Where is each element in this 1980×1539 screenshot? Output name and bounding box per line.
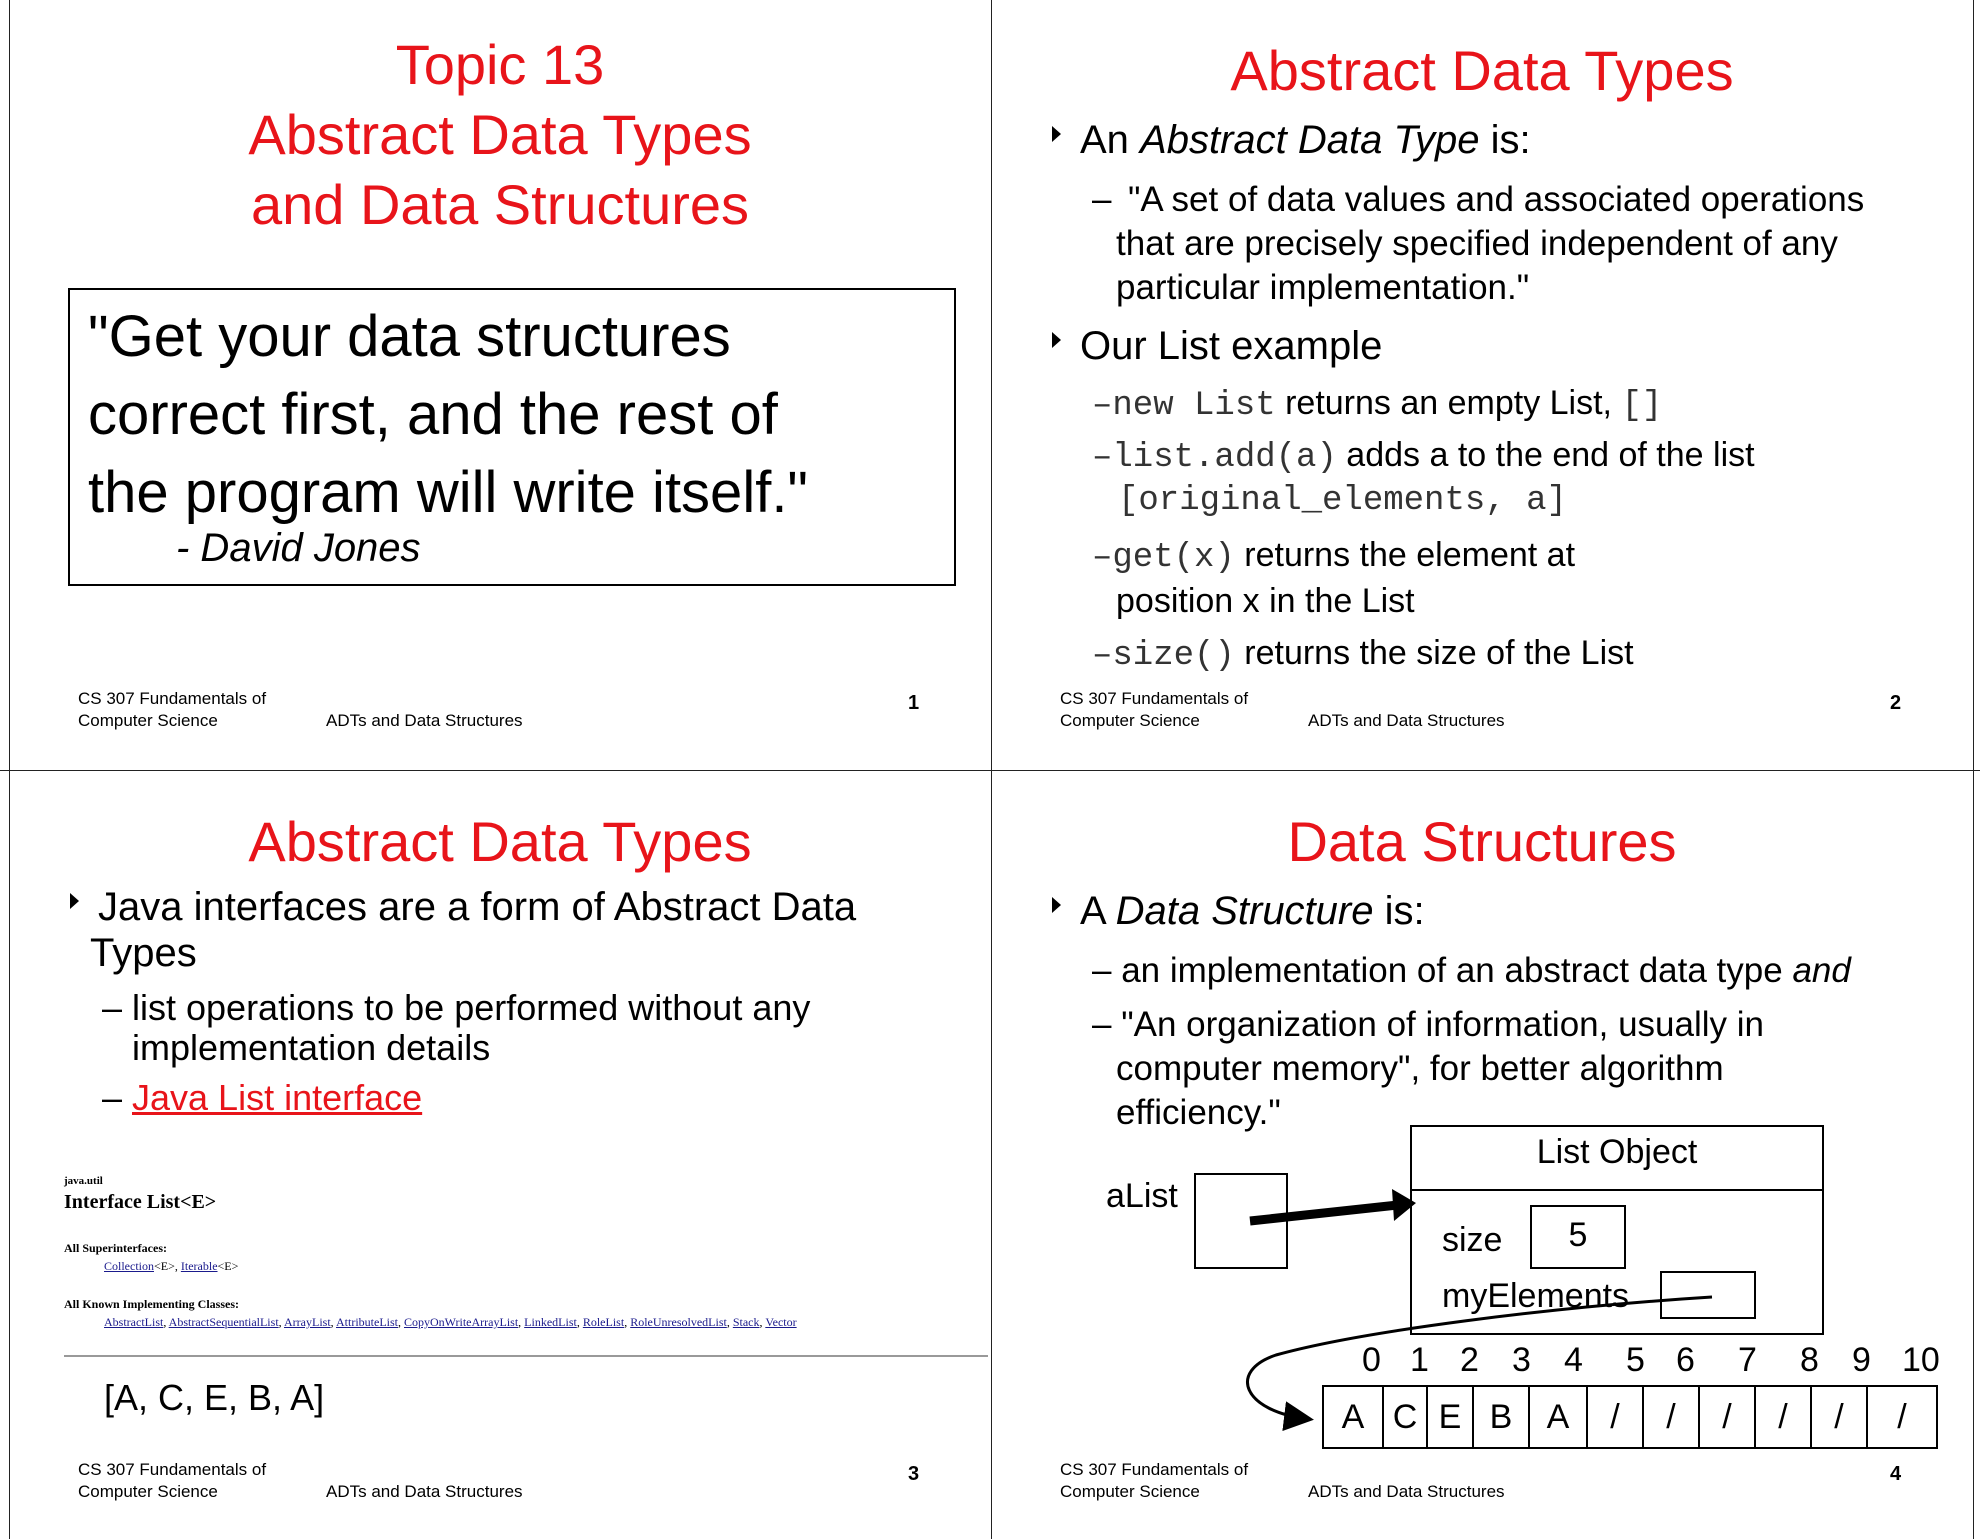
footer-line-1: CS 307 Fundamentals of <box>1060 689 1249 708</box>
javadoc-package: java.util <box>64 1175 103 1187</box>
slide-3-footer-center: ADTs and Data Structures <box>326 1482 523 1501</box>
size-field-label: size <box>1442 1221 1503 1259</box>
arraylist-link[interactable]: ArrayList <box>284 1315 331 1329</box>
slide-2-footer-course <box>1060 688 1248 732</box>
list-example-item-size: –size() returns the size of the List <box>1092 634 1634 675</box>
vector-link[interactable]: Vector <box>765 1315 797 1329</box>
footer-line-1: CS 307 Fundamentals of <box>78 1460 267 1479</box>
array-cell: A <box>1530 1387 1588 1447</box>
bullet-triangle-icon <box>70 893 79 909</box>
def-line-2: that are precisely specified independent of any <box>1116 224 1838 263</box>
slide-2-page-number: 2 <box>1890 692 1902 714</box>
array-index: 8 <box>1800 1341 1819 1379</box>
def-line-1: "A set of data values and associated operations <box>1128 180 1865 219</box>
attributelist-link[interactable]: AttributeList <box>336 1315 398 1329</box>
roleunresolvedlist-link[interactable]: RoleUnresolvedList <box>630 1315 727 1329</box>
get-line-2: position x in the List <box>1116 582 1415 620</box>
slide-4-title: Data Structures <box>1287 810 1677 873</box>
java-list-interface-link[interactable]: Java List interface <box>132 1077 423 1118</box>
abstractsequentiallist-link[interactable]: AbstractSequentialList <box>168 1315 279 1329</box>
array-cell: / <box>1588 1387 1644 1447</box>
rolelist-link[interactable]: RoleList <box>582 1315 625 1329</box>
list-example-bullet: Our List example <box>1080 324 1383 368</box>
list-ops-line-1: list operations to be performed without any <box>132 987 811 1028</box>
array-cell: A <box>1324 1387 1384 1447</box>
array-index: 9 <box>1852 1341 1871 1379</box>
slide-4-footer-course <box>1060 1459 1248 1503</box>
array-index: 6 <box>1676 1341 1695 1379</box>
footer-line-2: Computer Science <box>1060 711 1200 730</box>
array-cell: / <box>1644 1387 1700 1447</box>
ds-item-implementation: – an implementation of an abstract data type and <box>1092 951 1851 990</box>
list-example-item-new: –new List returns an empty List, [] <box>1092 384 1663 425</box>
array-cell: / <box>1700 1387 1756 1447</box>
slide-1-title-line-1: Topic 13 <box>395 33 605 96</box>
organization-line-2: computer memory", for better algorithm <box>1116 1049 1724 1088</box>
slide-4-footer-center: ADTs and Data Structures <box>1308 1482 1505 1501</box>
array-cell: E <box>1428 1387 1474 1447</box>
list-ops-line-2: implementation details <box>132 1027 491 1068</box>
ds-item-organization: – "An organization of information, usually in <box>1092 1005 1764 1044</box>
javadoc-superinterfaces-label: All Superinterfaces: <box>64 1241 167 1255</box>
slide-1 <box>10 0 990 760</box>
array-index: 2 <box>1460 1341 1479 1379</box>
slide-1-footer-center: ADTs and Data Structures <box>326 711 523 730</box>
linkedlist-link[interactable]: LinkedList <box>524 1315 577 1329</box>
java-interfaces-line-2: Types <box>90 931 197 975</box>
slide-3-title: Abstract Data Types <box>248 810 752 873</box>
myelements-field-label: myElements <box>1442 1277 1630 1315</box>
alist-arrow-shaft <box>1250 1205 1398 1221</box>
quote-author: - David Jones <box>176 526 421 570</box>
java-interfaces-line-1: Java interfaces are a form of Abstract Data <box>98 885 857 929</box>
dash-marker: – <box>1092 180 1112 219</box>
list-example-item-add: –list.add(a) adds a to the end of the list <box>1092 436 1755 477</box>
array-cell: B <box>1474 1387 1530 1447</box>
slide-1-footer-course <box>78 688 266 732</box>
def-line-3: particular implementation." <box>1116 268 1530 307</box>
ds-definition-bullet: A Data Structure is: <box>1080 889 1425 933</box>
javadoc-implementing-label: All Known Implementing Classes: <box>64 1297 240 1311</box>
slide-2-title: Abstract Data Types <box>1230 39 1734 102</box>
add-result-code: [original_elements, a] <box>1118 482 1567 520</box>
quote-box <box>68 288 956 586</box>
list-object-title: List Object <box>1536 1133 1698 1171</box>
collection-link[interactable]: Collection <box>104 1259 154 1273</box>
list-example-item-get: –get(x) returns the element at <box>1092 536 1576 577</box>
dash-marker: – <box>102 1077 123 1118</box>
array-cell: / <box>1756 1387 1812 1447</box>
footer-line-2: Computer Science <box>78 711 218 730</box>
array-index: 10 <box>1902 1341 1940 1379</box>
size-field-value: 5 <box>1530 1205 1626 1269</box>
slide-4 <box>992 771 1972 1531</box>
array-index: 7 <box>1738 1341 1757 1379</box>
iterable-link[interactable]: Iterable <box>180 1259 218 1273</box>
stack-link[interactable]: Stack <box>732 1315 760 1329</box>
slide-3 <box>10 771 990 1531</box>
javadoc-implementing-classes: AbstractList, AbstractSequentialList, ArrayList, AttributeList, CopyOnWriteArrayList, LinkedList, RoleList, RoleUnresolvedList, Stack, Vector <box>104 1315 797 1329</box>
organization-line-3: efficiency." <box>1116 1093 1281 1132</box>
slide-1-title-line-2: Abstract Data Types <box>248 103 752 166</box>
array-cell: / <box>1812 1387 1868 1447</box>
array-index: 3 <box>1512 1341 1531 1379</box>
abstractlist-link[interactable]: AbstractList <box>104 1315 164 1329</box>
slide-3-page-number: 3 <box>908 1463 920 1485</box>
array-index: 5 <box>1626 1341 1645 1379</box>
quote-line-1: "Get your data structures <box>88 304 731 369</box>
javadoc-divider <box>64 1355 988 1357</box>
slide-2 <box>992 0 1972 760</box>
footer-line-1: CS 307 Fundamentals of <box>78 689 267 708</box>
slide-1-title-line-3: and Data Structures <box>250 173 750 236</box>
dash-marker: – <box>102 987 123 1028</box>
array-index: 0 <box>1362 1341 1381 1379</box>
array-index: 4 <box>1564 1341 1583 1379</box>
javadoc-superinterfaces: Collection<E>, Iterable<E> <box>104 1259 239 1273</box>
slide-1-page-number: 1 <box>908 692 920 714</box>
array-cell: C <box>1384 1387 1428 1447</box>
slide-4-page-number: 4 <box>1890 1463 1902 1485</box>
slide-2-footer-center: ADTs and Data Structures <box>1308 711 1505 730</box>
footer-line-1: CS 307 Fundamentals of <box>1060 1460 1249 1479</box>
quote-line-2: correct first, and the rest of <box>88 382 778 447</box>
array-index: 1 <box>1410 1341 1429 1379</box>
footer-line-2: Computer Science <box>1060 1482 1200 1501</box>
adt-definition-bullet: An Abstract Data Type is: <box>1080 118 1531 162</box>
alist-variable-label: aList <box>1106 1177 1178 1215</box>
bullet-triangle-icon <box>1052 332 1061 348</box>
example-list-value: [A, C, E, B, A] <box>104 1377 325 1418</box>
array-cell: / <box>1897 1398 1907 1436</box>
copyonwritearraylist-link[interactable]: CopyOnWriteArrayList <box>404 1315 519 1329</box>
javadoc-interface-title: Interface List<E> <box>64 1191 217 1213</box>
quote-line-3: the program will write itself." <box>88 460 809 525</box>
alist-arrowhead-icon <box>1392 1189 1416 1221</box>
bullet-triangle-icon <box>1052 126 1061 142</box>
slide-3-footer-course <box>78 1459 266 1503</box>
pointer-arrows <box>992 771 1972 1531</box>
footer-line-2: Computer Science <box>78 1482 218 1501</box>
myelements-curved-arrow <box>1248 1297 1712 1419</box>
